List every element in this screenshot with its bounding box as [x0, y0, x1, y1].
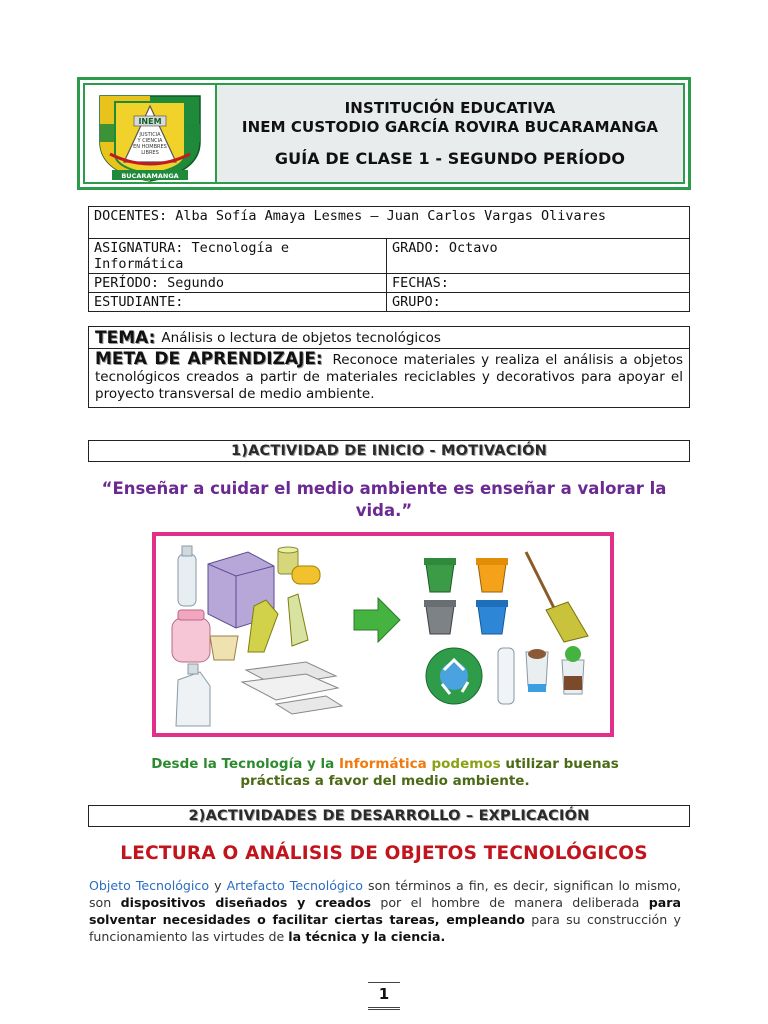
reading-heading: LECTURA O ANÁLISIS DE OBJETOS TECNOLÓGICOS [120, 843, 648, 864]
grado-cell: GRADO: Octavo [387, 239, 690, 274]
para-bold-2: para solventar necesidades o facilitar ciertas tareas, empleando [89, 895, 681, 927]
para-text-2: son términos a fin, es decir, significan lo mismo, son [89, 878, 682, 910]
estudiante-cell: ESTUDIANTE: [89, 293, 387, 312]
fechas-cell: FECHAS: [387, 274, 690, 293]
slogan-word-7: buenas [563, 756, 619, 772]
asignatura-cell: ASIGNATURA: Tecnología e Informática [89, 239, 387, 274]
term-objeto: Objeto Tecnológico [89, 878, 210, 893]
term-artefacto: Artefacto Tecnológico [226, 878, 364, 893]
slogan-word-5: podemos [431, 756, 501, 772]
cup-icon [210, 636, 238, 660]
institution-name-line2: INEM CUSTODIO GARCÍA ROVIRA BUCARAMANGA [241, 118, 659, 136]
para-text-4: para su construcción y funcionamiento las virtudes de [89, 912, 681, 944]
tema-text: Análisis o lectura de objetos tecnológicos [161, 329, 441, 346]
learning-goal [89, 349, 689, 407]
logo-motto-4: LIBRES [141, 149, 159, 156]
logo-cell [83, 83, 217, 184]
para-bold-3: la técnica y la ciencia. [288, 929, 446, 944]
slogan-word-3: y la [307, 756, 335, 772]
plastic-bottle-icon [178, 546, 196, 606]
header-title-cell [217, 83, 685, 184]
document-header [77, 77, 691, 190]
recycling-illustration [152, 532, 614, 737]
recycling-illustration-svg [156, 536, 610, 733]
logo-text-inem: INEM [138, 116, 162, 126]
detergent-bottle-icon [176, 664, 210, 726]
jar-icon [172, 610, 210, 662]
logo-motto-3: EN HOMBRES [133, 143, 167, 150]
slogan-word-4: Informática [338, 756, 427, 772]
newspaper-stack-icon [242, 662, 342, 714]
learning-goal-label: META DE APRENDIZAJE: [95, 349, 323, 369]
school-crest-logo [90, 84, 210, 184]
logo-motto-1: JUSTICIA [139, 131, 161, 138]
slogan-word-1: Desde la [151, 756, 217, 772]
institution-name-line1: INSTITUCIÓN EDUCATIVA [344, 99, 556, 117]
slogan [100, 756, 670, 790]
slogan-word-2: Tecnología [221, 756, 303, 772]
guide-title: GUÍA DE CLASE 1 - SEGUNDO PERÍODO [274, 149, 626, 168]
tema-label: TEMA: [95, 327, 156, 348]
page-number: 1 [368, 982, 400, 1010]
recycle-symbol-icon [426, 648, 482, 704]
planter-bottles-icon [498, 646, 584, 704]
section-heading-inicio: 1)ACTIVIDAD DE INICIO - MOTIVACIÓN [88, 440, 690, 462]
logo-motto-2: Y CIENCIA [137, 137, 163, 144]
green-arrow-icon [354, 598, 400, 642]
cans-icon [292, 566, 320, 584]
info-table [88, 206, 690, 312]
slogan-line-2: prácticas a favor del medio ambiente. [240, 773, 530, 789]
motivation-quote: “Enseñar a cuidar el medio ambiente es enseñar a valorar la vida.” [101, 479, 667, 520]
logo-text-city: BUCARAMANGA [121, 171, 179, 180]
grupo-cell: GRUPO: [387, 293, 690, 312]
para-text-1: y [209, 878, 227, 893]
section-heading-desarrollo: 2)ACTIVIDADES DE DESARROLLO – EXPLICACIÓN [88, 805, 690, 827]
recycling-bins-icon [424, 558, 508, 634]
definition-paragraph [89, 877, 681, 945]
para-text-3: por el hombre de manera deliberada [370, 895, 649, 910]
learning-goal-text: Reconoce materiales y realiza el análisis a objetos tecnológicos creados a partir de materiales reciclables y decorativos para apoyar el proyecto transversal de medio ambiente. [95, 352, 683, 402]
docentes-cell: DOCENTES: Alba Sofía Amaya Lesmes – Juan Carlos Vargas Olivares [89, 207, 690, 239]
slogan-word-6: utilizar [505, 756, 559, 772]
tema-box [88, 326, 690, 408]
tema-row [89, 327, 689, 349]
broom-icon [526, 552, 588, 642]
para-bold-1: dispositivos diseñados y creados [120, 895, 371, 910]
periodo-cell: PERÍODO: Segundo [89, 274, 387, 293]
